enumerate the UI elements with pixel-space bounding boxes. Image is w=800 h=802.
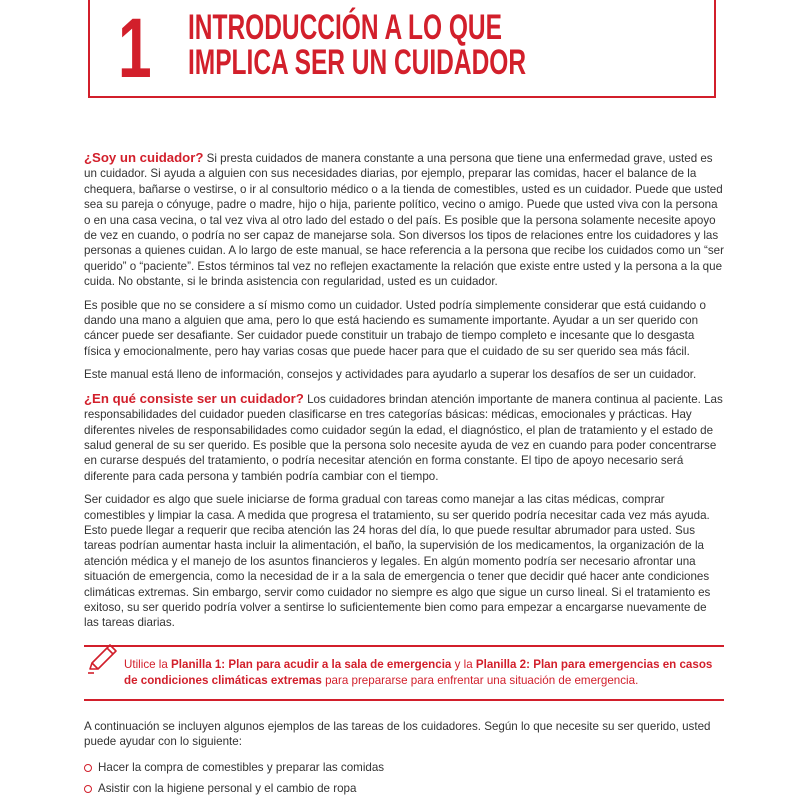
callout-text: Utilice la	[124, 657, 172, 671]
section-heading-en-que-consiste: ¿En qué consiste ser un cuidador?	[84, 390, 304, 406]
list-item	[84, 760, 724, 775]
bullet-circle-icon	[84, 764, 92, 772]
worksheet-2-link[interactable]: Planilla 2: Plan para emergencias en casos de condiciones climáticas extremas	[124, 657, 713, 687]
list-item	[84, 781, 724, 796]
worksheet-callout	[84, 645, 724, 701]
chapter-title-line2: IMPLICA SER UN CUIDADOR	[188, 43, 527, 82]
callout-text: y la	[451, 657, 476, 671]
callout-text: para prepararse para enfrentar una situación de emergencia.	[321, 673, 639, 687]
chapter-title	[188, 10, 526, 80]
list-item-text: Hacer la compra de comestibles y preparar las comidas	[98, 760, 385, 774]
worksheet-1-link[interactable]: Planilla 1: Plan para acudir a la sala de emergencia	[171, 657, 452, 671]
paragraph-2: Es posible que no se considere a sí mismo como un cuidador. Usted podría simplemente considerar que está cuidando o dando una mano a alguien que ama, pero lo que está haciendo es sumamente importante. Ayudar a un ser querido con cáncer puede ser desafiante. Ser cuidador puede constituir un trabajo de tiempo completo e incesante que lo desgasta física y emocionalmente, pero hay varias cosas que puede hacer para que el cuidado de su ser querido sea más fácil.	[84, 298, 706, 358]
caregiver-task-list	[84, 760, 724, 797]
section-heading-soy-cuidador: ¿Soy un cuidador?	[84, 150, 204, 165]
paragraph-6: A continuación se incluyen algunos ejemplos de las tareas de los cuidadores. Según lo que necesite su ser querido, usted puede ayudar con lo siguiente:	[84, 719, 711, 749]
paragraph-3: Este manual está lleno de información, consejos y actividades para ayudarlo a superar los desafíos de ser un cuidador.	[84, 368, 697, 382]
chapter-title-line1: INTRODUCCIÓN A LO QUE	[188, 8, 502, 47]
paragraph-text: Los cuidadores brindan atención importante de manera continua al paciente. Las responsabilidades del cuidador pueden clasificarse en tres categorías básicas: médicas, emocionales y prácticas. Hay diferentes niveles de responsabilidades como cuidador según la edad, el diagnóstico, el plan de tratamiento y el estado de salud general de su ser querido. Es posible que la persona solo necesite ayuda de vez en cuando para poder concentrarse en curarse después del tratamiento, o podría necesitar atención en forma constante. El tipo de apoyo necesario será diferente para cada persona y también podría cambiar con el tiempo.	[84, 392, 723, 483]
paragraph-text: Si presta cuidados de manera constante a una persona que tiene una enfermedad grave, usted es un cuidador. Si ayuda a alguien con sus necesidades diarias, por ejemplo, preparar las comidas, hacer el balance de la chequera, bañarse o vestirse, o ir al consultorio médico o a la tienda de comestibles, usted es un cuidador. Puede que usted sea su pareja o cónyuge, padre o madre, hijo o hija, pariente político, vecino o amigo. Puede que usted viva con la persona o en una casa vecina, o tal vez viva al otro lado del estado o del país. Es posible que la persona solamente necesite apoyo de vez en cuando, o podría no ser capaz de manejarse sola. Son diversos los tipos de relaciones entre los cuidadores y las personas a quienes cuidan. A lo largo de este manual, se hace referencia a la persona que recibe los cuidados como un “ser querido” o “paciente”. Estos términos tal vez no reflejen exactamente la relación que existe entre usted y la persona a la que cuida. No obstante, si le brinda asistencia con regularidad, usted es un cuidador.	[84, 152, 724, 289]
document-body	[84, 150, 724, 802]
paragraph-en-que-consiste	[84, 391, 724, 484]
list-item-text: Asistir con la higiene personal y el cambio de ropa	[98, 782, 357, 795]
paragraph-soy-cuidador	[84, 150, 724, 290]
bullet-circle-icon	[84, 785, 92, 793]
chapter-number: 1	[118, 1, 152, 95]
paragraph-5: Ser cuidador es algo que suele iniciarse de forma gradual con tareas como manejar a las citas médicas, comprar comestibles y limpiar la casa. A medida que progresa el tratamiento, su ser querido podría necesitar cada vez más ayuda. Esto puede llegar a requerir que reciba atención las 24 horas del día, lo que puede resultar abrumador para usted. Sus tareas podrían aumentar hasta incluir la alimentación, el baño, la supervisión de los medicamentos, la organización de la atención médica y el manejo de los asuntos financieros y legales. En algún momento podría ser necesario afrontar una situación de emergencia, como la necesidad de ir a la sala de emergencia o tener que decidir qué hacer ante condiciones climáticas extremas. Sin embargo, servir como cuidador no siempre es algo que sigue un curso lineal. Si el tratamiento es exitoso, su ser querido podría volver a sentirse lo suficientemente bien como para empezar a encargarse nuevamente de las tareas diarias.	[84, 493, 711, 630]
pencil-icon	[84, 641, 120, 677]
